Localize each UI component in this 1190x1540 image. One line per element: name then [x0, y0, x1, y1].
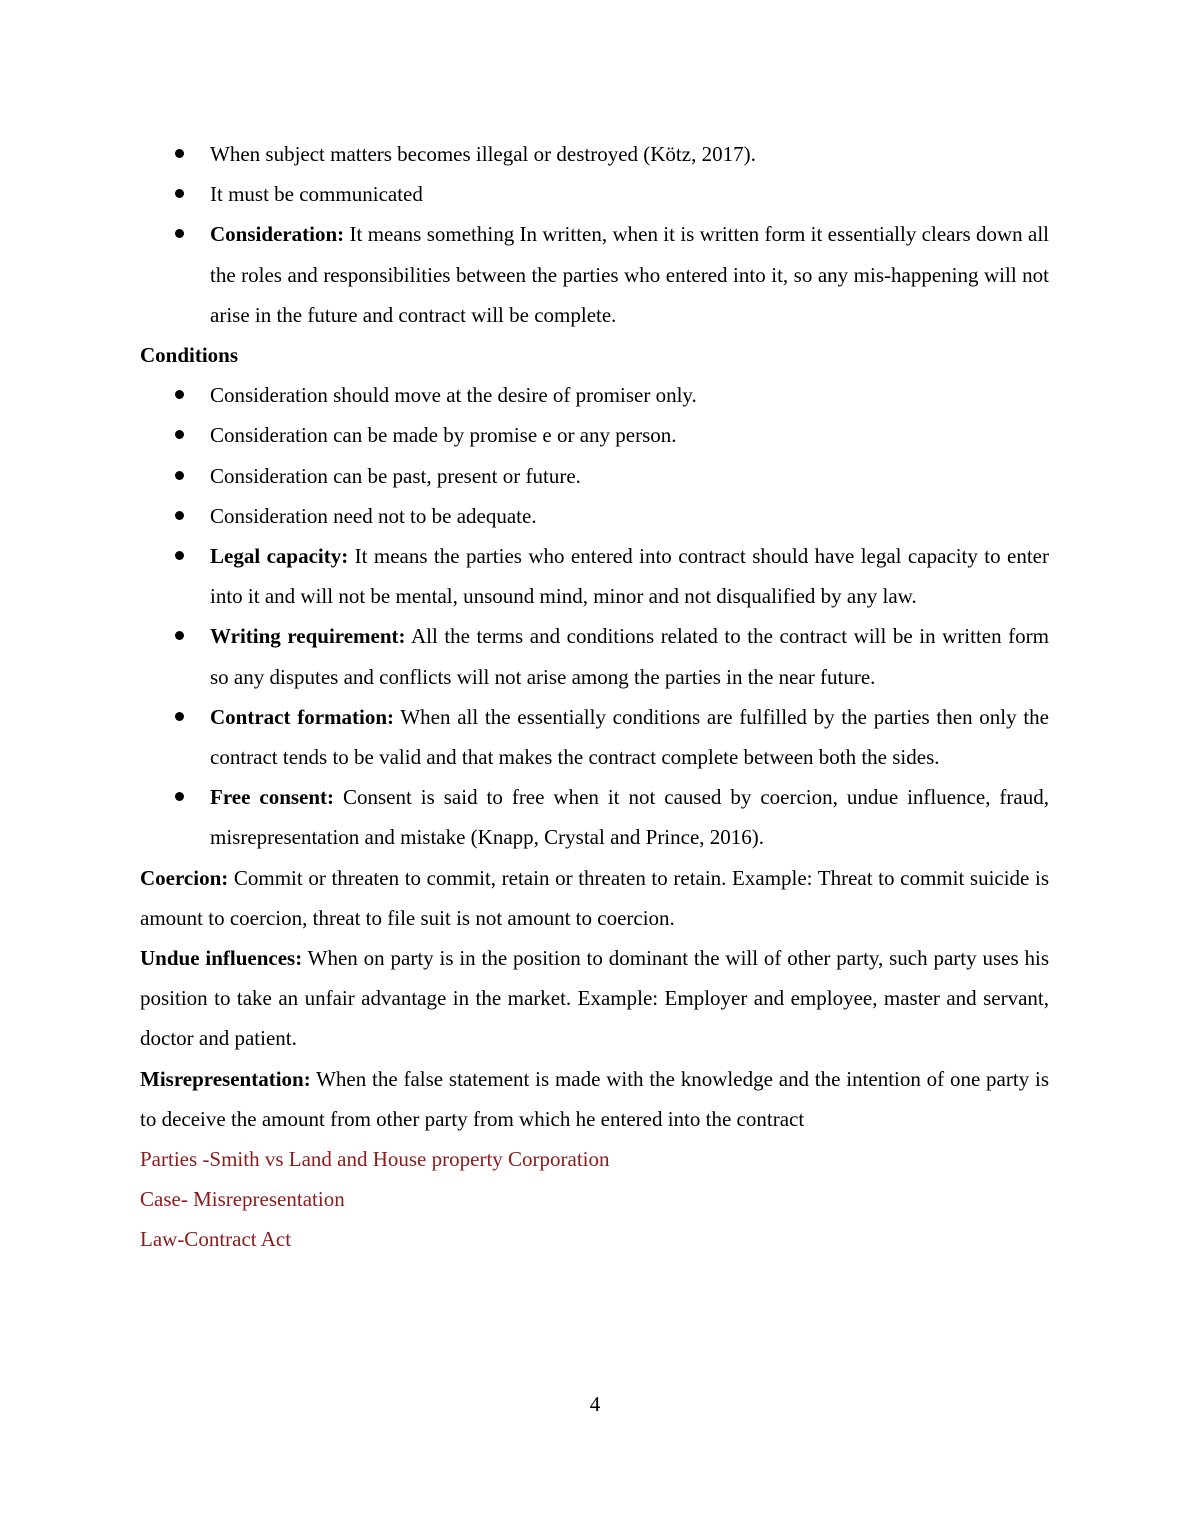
bullet-icon	[175, 149, 184, 158]
conditions-bullet-list	[140, 375, 1049, 857]
bullet-text: Consent is said to free when it not caused by coercion, undue influence, fraud, misrepresentation and mistake (Knapp, Crystal and Prince, 2016).	[210, 785, 1049, 850]
paragraph-text: Commit or threaten to commit, retain or threaten to retain. Example: Threat to commit suicide is amount to coercion, threat to file suit is not amount to coercion.	[140, 865, 1049, 930]
bullet-text: All the terms and conditions related to the contract will be in written form so any disputes and conflicts will not arise among the parties in the near future.	[210, 624, 1050, 689]
paragraph-term: Undue influences:	[140, 946, 303, 971]
list-item	[140, 214, 1049, 335]
bullet-icon	[175, 551, 184, 560]
bullet-icon	[175, 189, 184, 198]
bullet-term: Free consent:	[210, 785, 335, 810]
bullet-term: Consideration:	[210, 222, 345, 247]
bullet-term: Contract formation:	[210, 704, 395, 729]
bullet-icon	[175, 631, 184, 640]
list-item	[140, 616, 1049, 696]
conditions-heading: Conditions	[140, 343, 239, 368]
bullet-text: When subject matters becomes illegal or destroyed (Kötz, 2017).	[210, 142, 756, 166]
bullet-icon	[175, 430, 184, 439]
document-page	[140, 134, 1049, 1260]
paragraph-text: When the false statement is made with the knowledge and the intention of one party is to deceive the amount from other party from which he entered into the contract	[140, 1066, 1049, 1131]
misrepresentation-paragraph	[140, 1059, 1049, 1139]
bullet-icon	[175, 712, 184, 721]
bullet-icon	[175, 792, 184, 801]
list-item	[140, 777, 1049, 857]
bullet-icon	[175, 471, 184, 480]
case-law-line: Law-Contract Act	[140, 1227, 292, 1252]
bullet-text: Consideration need not to be adequate.	[210, 503, 537, 528]
bullet-text: Consideration can be made by promise e or any person.	[210, 423, 677, 448]
paragraph-term: Coercion:	[140, 865, 229, 890]
bullet-icon	[175, 229, 184, 238]
list-item	[140, 134, 1049, 174]
top-bullet-list	[140, 134, 1049, 335]
paragraph-term: Misrepresentation:	[140, 1066, 311, 1091]
bullet-icon	[175, 390, 184, 399]
undue-influence-paragraph	[140, 938, 1049, 1059]
list-item	[140, 415, 1049, 455]
page-number: 4	[589, 1392, 601, 1416]
list-item	[140, 375, 1049, 415]
bullet-text: It means something In written, when it is written form it essentially clears down all the roles and responsibilities between the parties who entered into it, so any mis-happening will not arise in the future and contract will be complete.	[210, 222, 1049, 327]
case-parties-line: Parties -Smith vs Land and House property Corporation	[140, 1147, 610, 1172]
list-item	[140, 174, 1049, 214]
list-item	[140, 496, 1049, 536]
bullet-term: Legal capacity:	[210, 544, 349, 569]
bullet-text: It means the parties who entered into contract should have legal capacity to enter into it and will not be mental, unsound mind, minor and not disqualified by any law.	[210, 544, 1049, 609]
list-item	[140, 697, 1049, 777]
bullet-text: It must be communicated	[210, 182, 423, 207]
paragraph-text: When on party is in the position to dominant the will of other party, such party uses his position to take an unfair advantage in the market. Example: Employer and employee, master and servant, doctor and patient.	[140, 946, 1049, 1051]
coercion-paragraph	[140, 858, 1049, 938]
list-item	[140, 536, 1049, 616]
case-type-line: Case- Misrepresentation	[140, 1187, 345, 1212]
bullet-text: Consideration can be past, present or future.	[210, 463, 581, 488]
bullet-text: When all the essentially conditions are fulfilled by the parties then only the contract tends to be valid and that makes the contract complete between both the sides.	[210, 704, 1050, 770]
bullet-term: Writing requirement:	[210, 624, 406, 649]
bullet-text: Consideration should move at the desire of promiser only.	[210, 383, 697, 408]
list-item	[140, 456, 1049, 496]
bullet-icon	[175, 511, 184, 520]
